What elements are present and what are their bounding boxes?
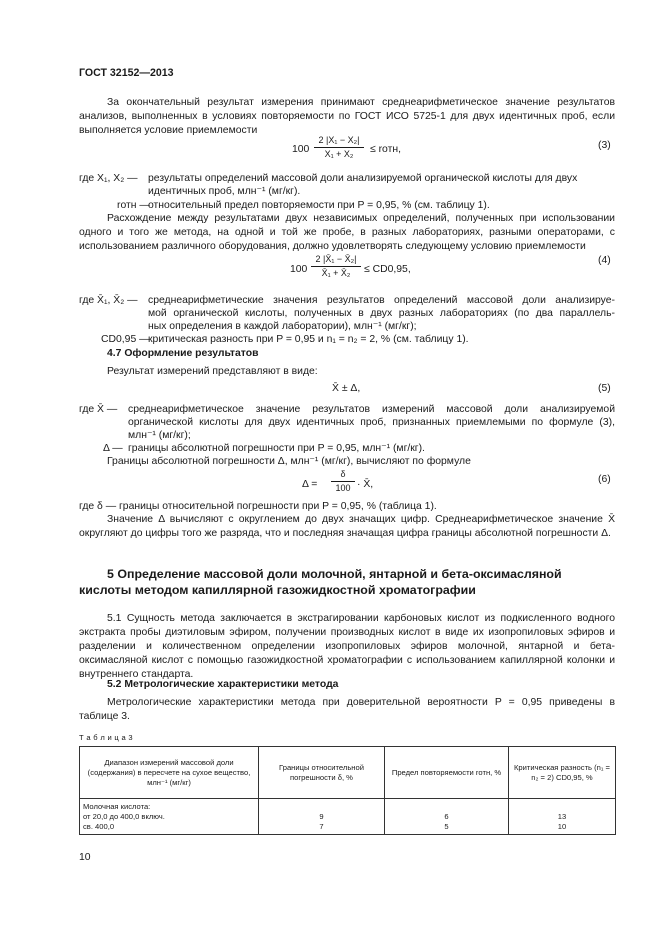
document-header: ГОСТ 32152—2013 <box>79 67 174 79</box>
formula-4-numerator: 2 |X̄₁ − X̄₂| <box>311 254 361 267</box>
formula-3-numerator: 2 |X₁ − X₂| <box>314 135 364 148</box>
range-1: от 20,0 до 400,0 включ. <box>83 812 165 821</box>
result-form-paragraph: Результат измерений представляют в виде: <box>107 366 318 377</box>
formula-5-number: (5) <box>598 383 611 394</box>
critical-blank <box>512 802 612 812</box>
where-3-desc-2: относительный предел повторяемости при P = 0,95, % (см. таблицу 1). <box>148 200 490 211</box>
range-label: Молочная кислота: <box>83 802 151 811</box>
where-4-term-2: CD0,95 — <box>101 334 150 345</box>
delta-desc: границы абсолютной погрешности при P = 0,95, млн⁻¹ (мг/кг). <box>128 443 425 454</box>
where-5-term: где X̄ — <box>79 404 118 415</box>
critical-2: 10 <box>557 822 567 831</box>
formula-4-number: (4) <box>598 255 611 266</box>
where-5-desc-2: органической кислоты для двух идентичных проб, признанных приемлемыми по формуле (3), <box>128 417 615 428</box>
formula-6-numerator: δ <box>331 469 355 482</box>
rounding-paragraph: Значение Δ вычисляют с округлением до двух значащих цифр. Среднеарифметическое значение X̄ округляют до цифры того же разряда, что и последняя значащая цифра границы абсолютной погрешности Δ. <box>79 514 615 539</box>
where-3-desc-1b: идентичных проб, млн⁻¹ (мг/кг). <box>148 186 301 197</box>
formula-6-rhs: · X̄, <box>357 479 374 490</box>
reproducibility-paragraph: Расхождение между результатами двух независимых определений, полученных при использовании одного и того же метода, на одной и той же пробе, в разных лабораториях, разными операторами, с использованием различного оборудования, должно удовлетворять следующему условию приемлемости <box>79 213 615 252</box>
table-3-header-critical-difference: Критическая разность (n₁ = n₂ = 2) CD0,95, % <box>509 747 616 799</box>
formula-6-fraction <box>331 469 355 494</box>
table-3-cell-repeatability <box>385 799 509 835</box>
where-3-term-2: rотн — <box>117 200 150 211</box>
table-3 <box>79 746 616 835</box>
error-2: 7 <box>319 822 324 831</box>
where-5-desc-3: млн⁻¹ (мг/кг); <box>128 430 191 441</box>
intro-paragraph: За окончательный результат измерения принимают среднеарифметическое значение результатов анализов, выполненных в условиях повторяемости по ГОСТ ИСО 5725-1 для двух идентичных проб, если выполняется условие приемлемости <box>79 97 615 136</box>
delta-term: Δ — <box>103 443 123 454</box>
table-3-cell-range <box>80 799 259 835</box>
formula-4-relation: ≤ CD0,95, <box>364 264 411 275</box>
table-row <box>80 799 616 835</box>
formula-3-denominator: X₁ + X₂ <box>324 149 354 159</box>
section-5-2-paragraph: Метрологические характеристики метода при доверительной вероятности P = 0,95 приведены в таблице 3. <box>79 697 615 722</box>
formula-6-lhs: Δ = <box>302 479 318 490</box>
error-1: 9 <box>319 812 324 821</box>
table-3-header-range: Диапазон измерений массовой доли (содержания) в пересчете на сухое вещество, млн⁻¹ (мг/кг) <box>80 747 259 799</box>
formula-4-denominator: X̄₁ + X̄₂ <box>321 268 351 278</box>
where-4-desc-1c: ных определения в каждой лаборатории), млн⁻¹ (мг/кг); <box>148 321 417 332</box>
where-3-desc-1a: результаты определений массовой доли анализируемой органической кислоты для двух <box>148 173 578 184</box>
range-2: св. 400,0 <box>83 822 115 831</box>
error-blank <box>262 802 381 812</box>
formula-3-relation: ≤ rотн, <box>370 144 401 155</box>
formula-3-prefix: 100 <box>292 144 310 155</box>
repeatability-2: 5 <box>444 822 449 831</box>
formula-6-number: (6) <box>598 474 611 485</box>
section-5-heading-line-1: 5 Определение массовой доли молочной, янтарной и бета-оксимасляной <box>107 567 562 581</box>
formula-6-denominator: 100 <box>335 483 351 493</box>
where-5-desc-1: среднеарифметическое значение результатов измерений массовой доли анализируемой <box>128 404 615 415</box>
where-4-term-1: где X̄₁, X̄₂ — <box>79 295 138 306</box>
critical-1: 13 <box>557 812 567 821</box>
where-6: где δ — границы относительной погрешности при P = 0,95, % (таблица 1). <box>79 501 437 512</box>
table-3-cell-critical-difference <box>509 799 616 835</box>
table-3-caption: Т а б л и ц а 3 <box>79 733 133 742</box>
section-4-7-heading: 4.7 Оформление результатов <box>107 348 259 359</box>
where-3-term-1: где X₁, X₂ — <box>79 173 138 184</box>
formula-4-prefix: 100 <box>290 264 308 275</box>
table-3-cell-error <box>259 799 385 835</box>
where-4-desc-1b: мой органической кислоты, полученных в двух разных лабораториях (по два параллель- <box>148 308 615 319</box>
repeatability-1: 6 <box>444 812 449 821</box>
bounds-paragraph: Границы абсолютной погрешности Δ, млн⁻¹ (мг/кг), вычисляют по формуле <box>107 456 471 467</box>
formula-3-fraction <box>314 135 364 160</box>
page-number: 10 <box>79 852 91 863</box>
table-3-header-error: Границы относительной погрешности δ, % <box>259 747 385 799</box>
section-5-1-paragraph: 5.1 Сущность метода заключается в экстрагировании карбоновых кислот из подкисленного водного экстракта пробы диэтиловым эфиром, получении производных кислот в виде их изопропиловых эфиров и разделении и количественном определении изопропиловых эфиров молочной, янтарной и бета-оксимасляной кислот с помощью газожидкостной хроматографии с использованием капиллярной колонки и внутреннего стандарта. <box>79 613 615 680</box>
section-5-2-heading: 5.2 Метрологические характеристики метода <box>107 679 339 690</box>
section-5-heading-line-2: кислоты методом капиллярной газожидкостной хроматографии <box>79 583 476 597</box>
repeatability-blank <box>388 802 505 812</box>
where-4-desc-2: критическая разность при P = 0,95 и n₁ = n₂ = 2, % (см. таблицу 1). <box>148 334 469 345</box>
where-4-desc-1a: среднеарифметические значения результатов определений массовой доли анализируе- <box>148 295 615 306</box>
formula-4-fraction <box>311 254 361 279</box>
formula-3-number: (3) <box>598 140 611 151</box>
formula-5: X̄ ± Δ, <box>332 383 361 394</box>
table-3-header-repeatability: Предел повторяемости rотн, % <box>385 747 509 799</box>
